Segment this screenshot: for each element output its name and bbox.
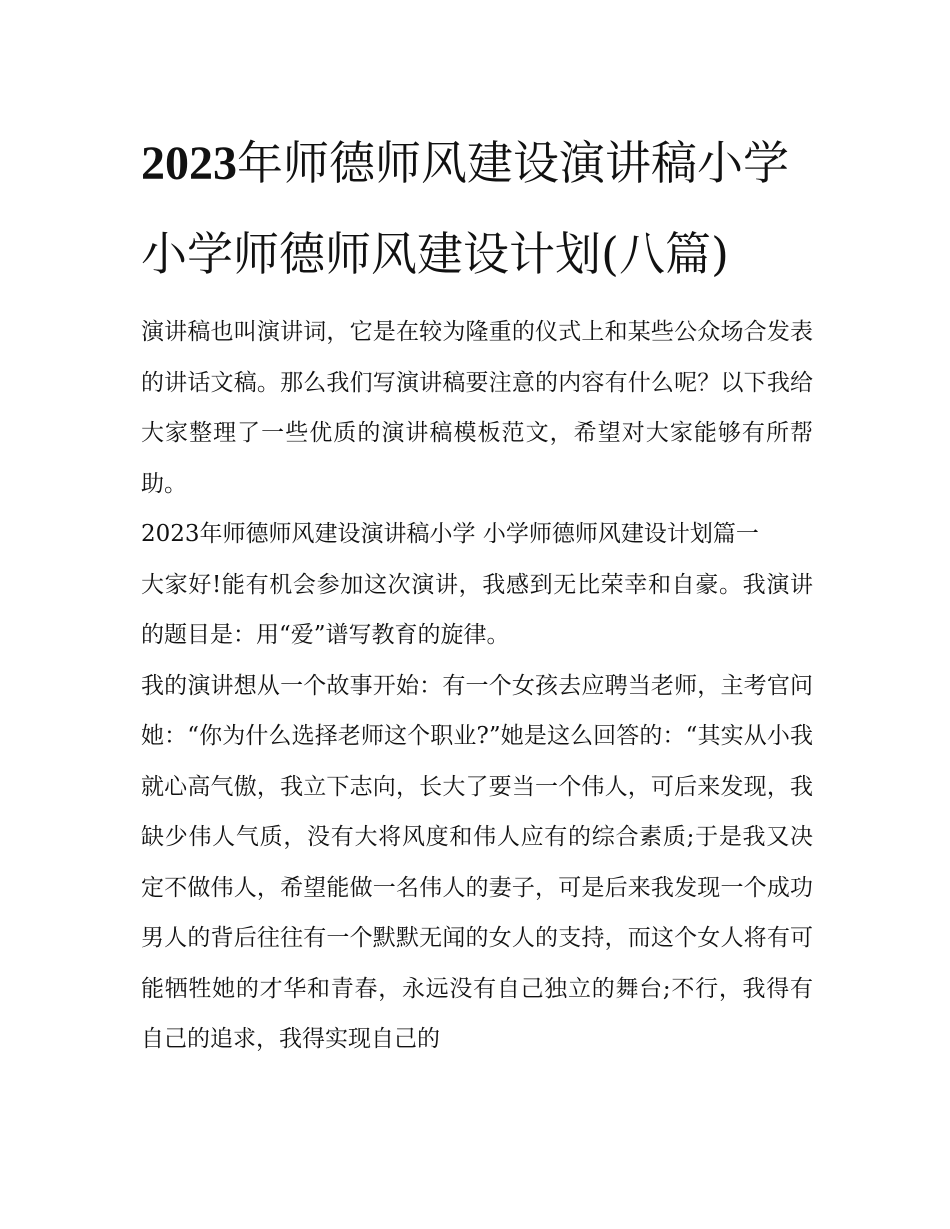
intro-paragraph: 演讲稿也叫演讲词，它是在较为隆重的仪式上和某些公众场合发表的讲话文稿。那么我们写演讲稿要注意的内容有什么呢？以下我给大家整理了一些优质的演讲稿模板范文，希望对大家能够有所帮助。 <box>141 319 813 497</box>
title-year: 2023 <box>141 137 237 190</box>
section-heading: 2023年师德师风建设演讲稿小学 小学师德师风建设计划篇一 <box>141 521 759 547</box>
document-page <box>141 118 813 1065</box>
document-title <box>141 118 813 299</box>
document-body <box>141 307 813 1065</box>
title-text: 年师德师风建设演讲稿小学 小学师德师风建设计划(八篇) <box>141 136 789 281</box>
greeting-paragraph: 大家好!能有机会参加这次演讲，我感到无比荣幸和自豪。我演讲的题目是：用“爱”谱写教育的旋律。 <box>141 571 813 648</box>
story-paragraph: 我的演讲想从一个故事开始：有一个女孩去应聘当老师，主考官问她：“你为什么选择老师这个职业?”她是这么回答的：“其实从小我就心高气傲，我立下志向，长大了要当一个伟人，可后来发现，我缺少伟人气质，没有大将风度和伟人应有的综合素质;于是我又决定不做伟人，希望能做一名伟人的妻子，可是后来我发现一个成功男人的背后往往有一个默默无闻的女人的支持，而这个女人将有可能牺牲她的才华和青春，永远没有自己独立的舞台;不行，我得有自己的追求，我得实现自己的 <box>141 672 813 1052</box>
